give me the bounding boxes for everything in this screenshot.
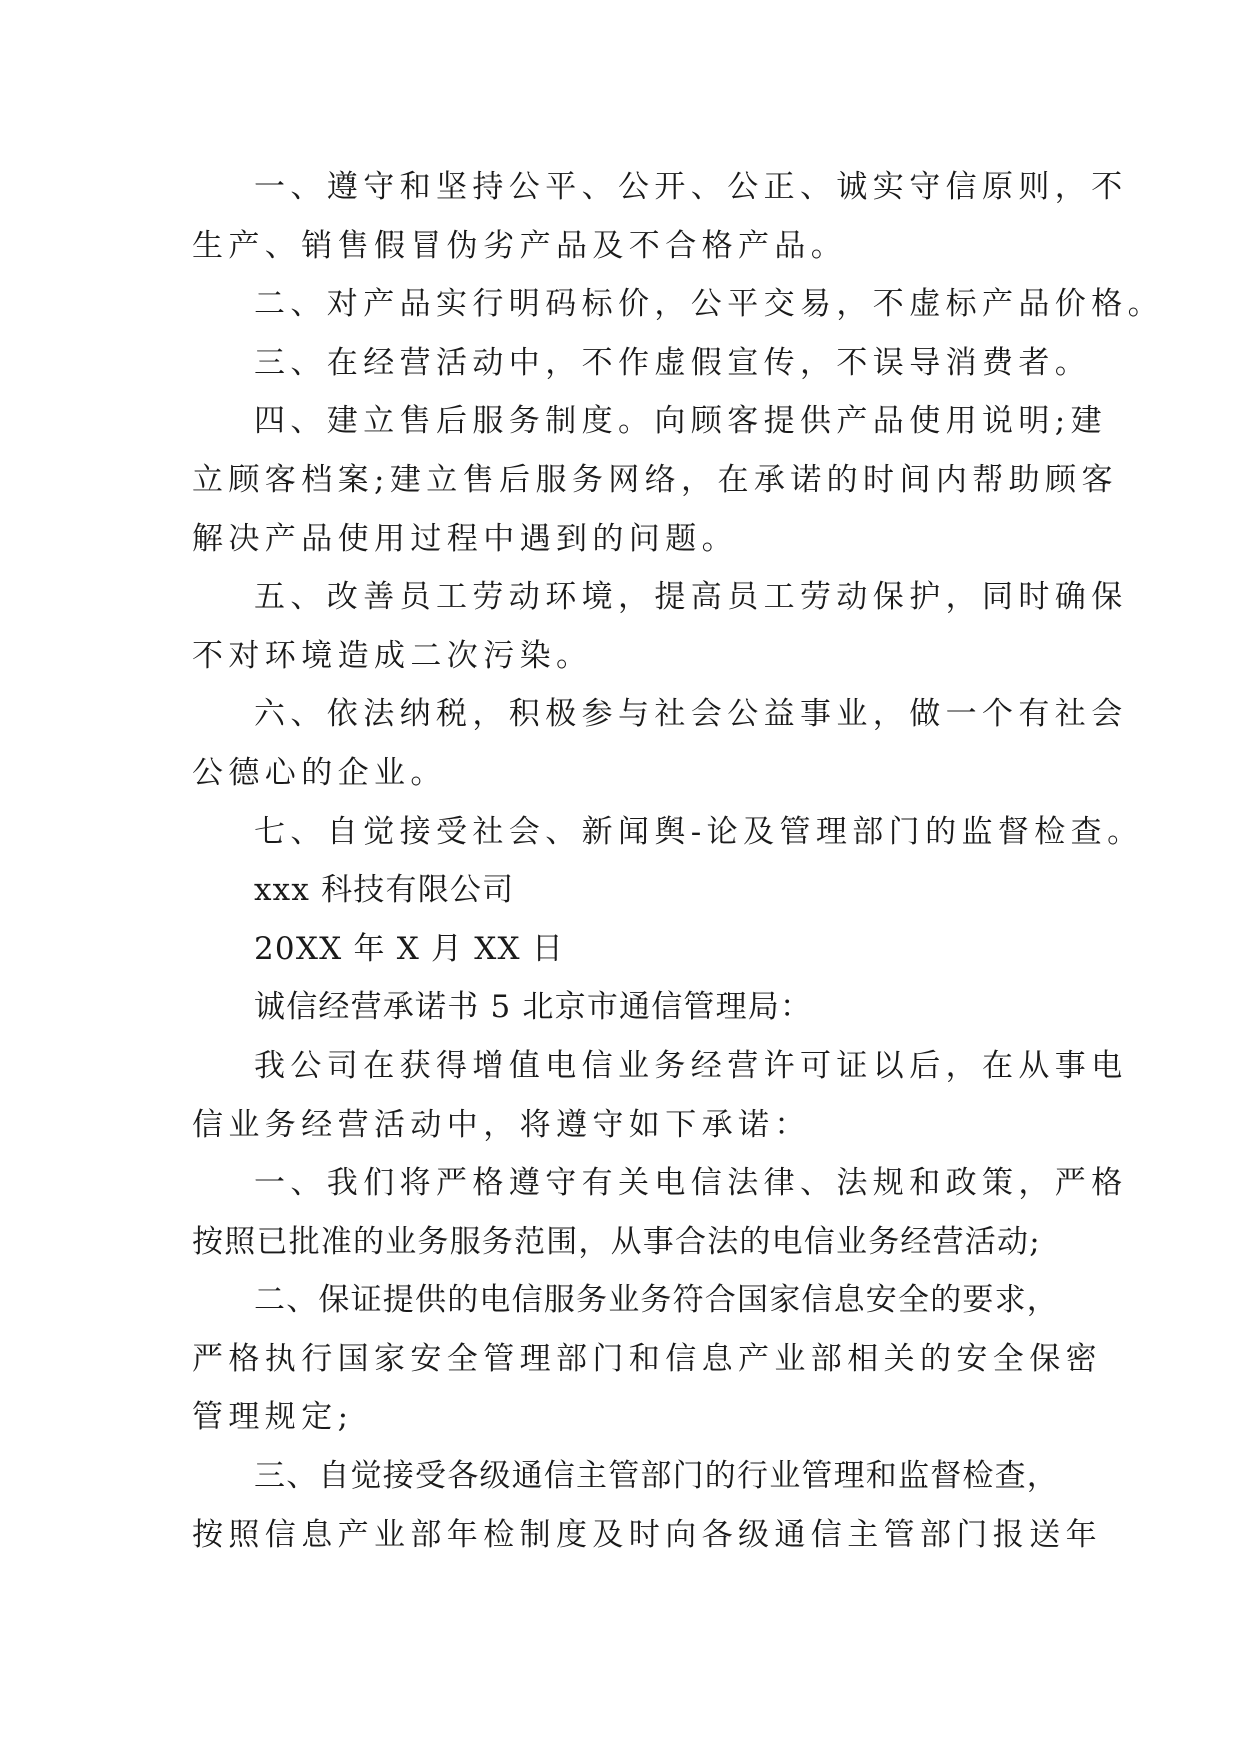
document-body	[192, 158, 1164, 1564]
paragraph-line: 按照已批准的业务服务范围，从事合法的电信业务经营活动;	[192, 1223, 1041, 1260]
paragraph-line: 四、建立售后服务制度。向顾客提供产品使用说明;建	[254, 403, 1108, 440]
company-name: xxx 科技有限公司	[254, 872, 515, 909]
paragraph-line: 按照信息产业部年检制度及时向各级通信主管部门报送年	[192, 1516, 1102, 1553]
paragraph-line: 我公司在获得增值电信业务经营许可证以后，在从事电	[254, 1047, 1128, 1084]
paragraph-line: 公德心的企业。	[192, 754, 447, 791]
paragraph-line: 二、对产品实行明码标价，公平交易，不虚标产品价格。	[254, 286, 1164, 323]
paragraph-line: 不对环境造成二次污染。	[192, 637, 593, 674]
paragraph-line: 一、遵守和坚持公平、公开、公正、诚实守信原则，不	[254, 169, 1128, 205]
paragraph-line: 一、我们将严格遵守有关电信法律、法规和政策，严格	[254, 1165, 1128, 1202]
paragraph-line: 解决产品使用过程中遇到的问题。	[192, 520, 738, 557]
document-date: 20XX 年 X 月 XX 日	[254, 930, 565, 967]
paragraph-line: 二、保证提供的电信服务业务符合国家信息安全的要求，	[254, 1282, 1059, 1319]
letter-heading: 诚信经营承诺书 5 北京市通信管理局：	[254, 989, 813, 1026]
paragraph-line: 五、改善员工劳动环境，提高员工劳动保护，同时确保	[254, 579, 1128, 616]
paragraph-line: 严格执行国家安全管理部门和信息产业部相关的安全保密	[192, 1340, 1102, 1377]
paragraph-line: 生产、销售假冒伪劣产品及不合格产品。	[192, 227, 848, 264]
paragraph-line: 信业务经营活动中，将遵守如下承诺：	[192, 1106, 811, 1143]
paragraph-line: 管理规定;	[192, 1399, 354, 1436]
paragraph-line: 立顾客档案;建立售后服务网络，在承诺的时间内帮助顾客	[192, 461, 1118, 498]
paragraph-line: 七、自觉接受社会、新闻舆-论及管理部门的监督检查。	[254, 813, 1144, 850]
paragraph-line: 三、在经营活动中，不作虚假宣传，不误导消费者。	[254, 344, 1092, 381]
paragraph-line: 六、依法纳税，积极参与社会公益事业，做一个有社会	[254, 696, 1128, 733]
paragraph-line: 三、自觉接受各级通信主管部门的行业管理和监督检查，	[254, 1458, 1059, 1495]
